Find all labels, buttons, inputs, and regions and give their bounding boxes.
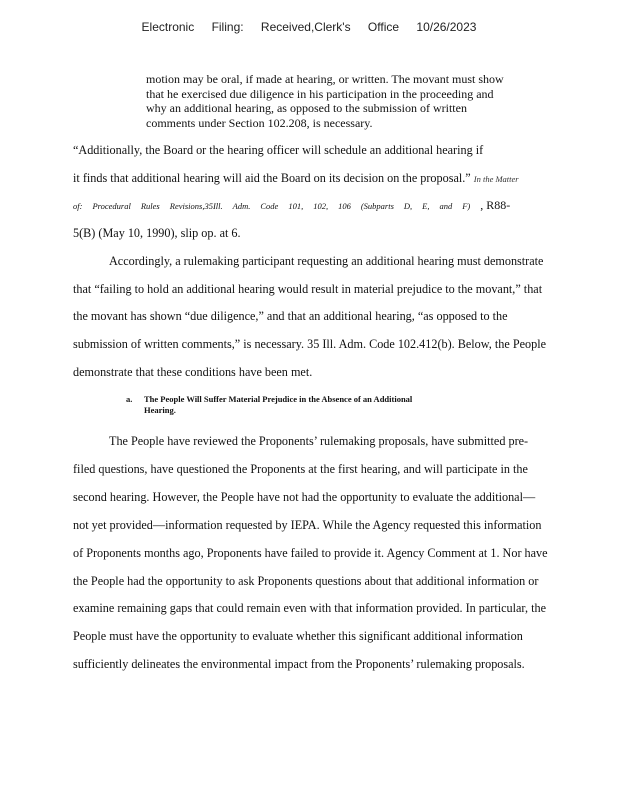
heading-text: Hearing. bbox=[144, 405, 176, 415]
header-date: 10/26/2023 bbox=[416, 20, 477, 34]
paragraph-text: it finds that additional hearing will aid the Board on its decision on the proposal.” bbox=[73, 171, 471, 185]
cite-word: Rules bbox=[140, 201, 160, 211]
cite-word: Adm. bbox=[232, 201, 251, 211]
heading-text: The People Will Suffer Material Prejudice in the Absence of an Additional bbox=[144, 394, 413, 404]
case-name-fragment: In the Matter bbox=[473, 174, 519, 184]
cite-word: 106 bbox=[338, 201, 351, 211]
header-filing: Filing: bbox=[211, 20, 244, 34]
paragraph-line: examine remaining gaps that could remain even with that information provided. In particular, the bbox=[73, 601, 546, 615]
paragraph-line: the People had the opportunity to ask Proponents questions about that additional information or bbox=[73, 574, 539, 588]
header-received: Received,Clerk's bbox=[260, 20, 351, 34]
cite-word: D, bbox=[403, 201, 413, 211]
cite-word: Procedural bbox=[92, 201, 131, 211]
cite-word: (Subparts bbox=[360, 201, 394, 211]
paragraph-line: demonstrate that these conditions have been met. bbox=[73, 365, 313, 379]
paragraph-line: the movant has shown “due diligence,” and that an additional hearing, “as opposed to the bbox=[73, 309, 508, 323]
cite-word: 101, bbox=[288, 201, 304, 211]
cite-word: and bbox=[439, 201, 453, 211]
cite-word: Code bbox=[260, 201, 279, 211]
paragraph-line: of Proponents months ago, Proponents have failed to provide it. Agency Comment at 1. Nor have bbox=[73, 546, 548, 560]
quote-line: that he exercised due diligence in his participation in the proceeding and bbox=[146, 86, 494, 101]
cite-word: 102, bbox=[313, 201, 329, 211]
paragraph-line: 5(B) (May 10, 1990), slip op. at 6. bbox=[73, 226, 241, 240]
paragraph-line: filed questions, have questioned the Proponents at the first hearing, and will participate in the bbox=[73, 462, 528, 476]
paragraph-line: that “failing to hold an additional hearing would result in material prejudice to the movant,” that bbox=[73, 282, 543, 296]
paragraph-line: The People have reviewed the Proponents’ rulemaking proposals, have submitted pre- bbox=[109, 434, 529, 448]
header-electronic: Electronic bbox=[141, 20, 195, 34]
header-office: Office bbox=[367, 20, 400, 34]
paragraph-line: People must have the opportunity to evaluate whether this significant additional information bbox=[73, 629, 523, 643]
quote-line: why an additional hearing, as opposed to the submission of written bbox=[146, 101, 467, 115]
case-citation bbox=[73, 198, 593, 213]
paragraph-line: “Additionally, the Board or the hearing officer will schedule an additional hearing if bbox=[73, 143, 484, 157]
efiling-header bbox=[0, 20, 618, 34]
cite-word: Revisions,35Ill. bbox=[169, 201, 223, 211]
quote-line: motion may be oral, if made at hearing, or written. The movant must show bbox=[146, 72, 504, 86]
paragraph-line: second hearing. However, the People have not had the opportunity to evaluate the additional— bbox=[73, 490, 536, 504]
paragraph-line: not yet provided—information requested by IEPA. While the Agency requested this information bbox=[73, 518, 542, 532]
quote-line: comments under Section 102.208, is necessary. bbox=[146, 115, 373, 130]
cite-word: E, bbox=[422, 201, 430, 211]
section-heading bbox=[126, 394, 546, 416]
block-quote bbox=[146, 72, 546, 130]
paragraph-line bbox=[73, 171, 588, 186]
cite-word: of: bbox=[73, 201, 83, 211]
heading-number: a. bbox=[126, 394, 133, 404]
paragraph-line: sufficiently delineates the environmental impact from the Proponents’ rulemaking proposals. bbox=[73, 657, 525, 671]
cite-docket: , R88- bbox=[480, 198, 511, 212]
paragraph-line: Accordingly, a rulemaking participant requesting an additional hearing must demonstrate bbox=[109, 254, 544, 268]
paragraph-line: submission of written comments,” is necessary. 35 Ill. Adm. Code 102.412(b). Below, the People bbox=[73, 337, 546, 351]
cite-word: F) bbox=[462, 201, 471, 211]
